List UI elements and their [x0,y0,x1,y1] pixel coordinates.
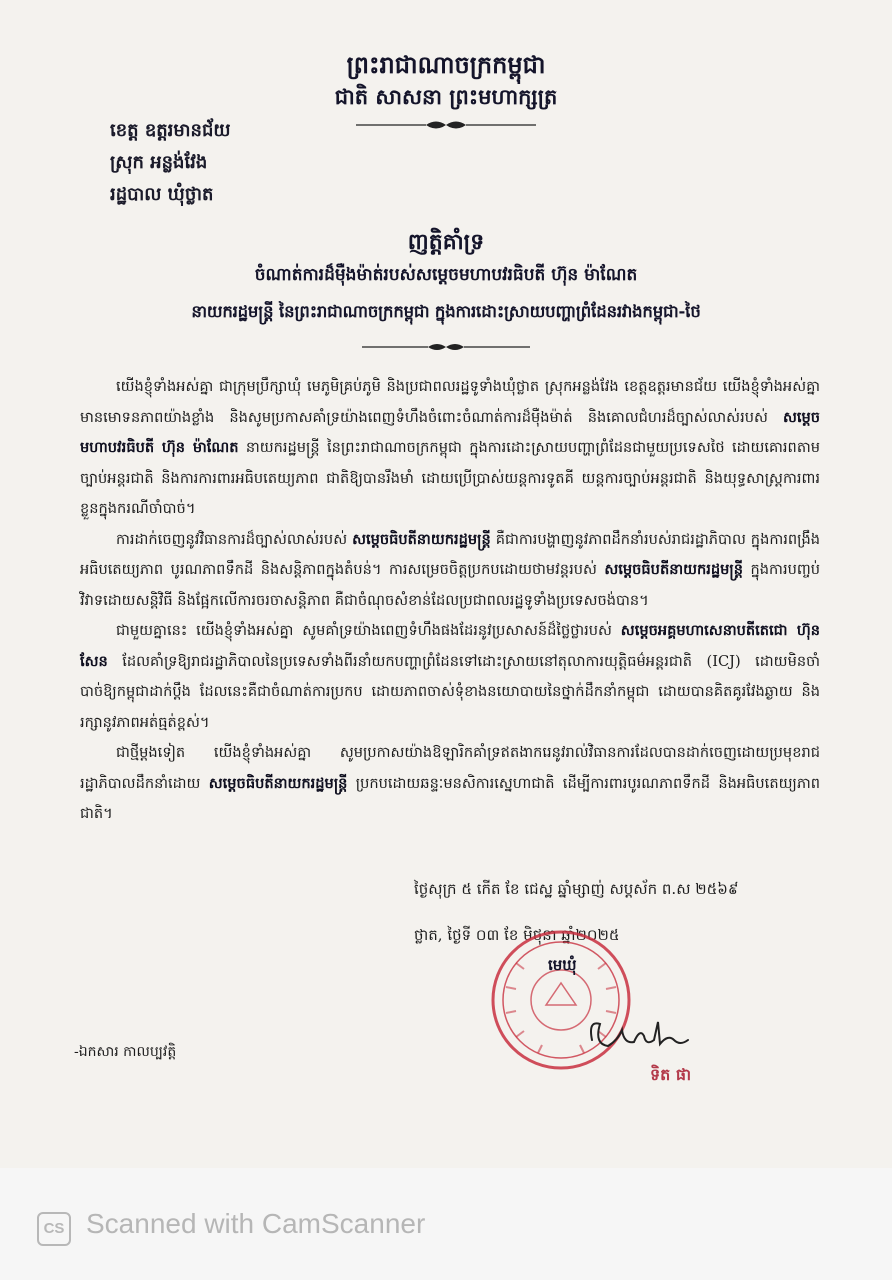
handwritten-signature-icon [584,1010,696,1054]
divider-ornament-icon [346,118,546,132]
paragraph-1: យើងខ្ញុំទាំងអស់គ្នា ជាក្រុមប្រឹក្សាឃុំ មេភូមិគ្រប់ភូមិ និងប្រជាពលរដ្ឋទូទាំងឃុំថ្លាត ស្រុកអន្លង់វែង ខេត្តឧត្តរមានជ័យ យើងខ្ញុំទាំងអស់គ្នាមានមោទនភាពយ៉ាងខ្លាំង និងសូមប្រកាសគាំទ្រយ៉ាងពេញទំហឹងចំពោះចំណាត់ការដ៏ម៉ឺងម៉ាត់ និងគោលជំហរដ៏ច្បាស់លាស់របស់ សម្តេចមហាបវរធិបតី ហ៊ុន ម៉ាណែត នាយករដ្ឋមន្ត្រី នៃព្រះរាជាណាចក្រកម្ពុជា ក្នុងការដោះស្រាយបញ្ហាព្រំដែនជាមួយប្រទេសថៃ ដោយគោរពតាមច្បាប់អន្តរជាតិ និងការការពារអធិបតេយ្យភាព ជាតិឱ្យបានរឹងមាំ ដោយប្រើប្រាស់យន្តការទូតគី យន្តការច្បាប់អន្តរជាតិ និងយុទ្ធសាស្ត្រការពារខ្លួនក្នុងករណីចាំបាច់។ [80,378,820,517]
pm-title-bold: សម្តេចធិបតីនាយករដ្ឋមន្ត្រី [352,530,491,548]
document-title: ញត្តិគាំទ្រ [407,229,485,255]
scanner-watermark [0,1168,892,1280]
senate-president-bold: សម្តេចអគ្គមហាសេនាបតីតេជោ ហ៊ុន សែន [80,622,820,670]
lunar-date: ថ្ងៃសុក្រ ៥ កើត ខែ ជេស្ឋ ឆ្នាំម្សាញ់ សប្តស័ក ព.ស ២៥៦៩ [414,880,739,898]
district-label: ស្រុក អន្លង់វែង [110,152,208,173]
pm-title-bold: សម្តេចធិបតីនាយករដ្ឋមន្ត្រី [604,561,744,578]
subtitle-line-2: នាយករដ្ឋមន្ត្រី នៃព្រះរាជាណាចក្រកម្ពុជា ក្នុងការដោះស្រាយបញ្ហាព្រំដែនរវាងកម្ពុជា-ថៃ [191,302,701,321]
paragraph-4: ជាថ្មីម្តងទៀត យើងខ្ញុំទាំងអស់គ្នា សូមប្រកាសយ៉ាងឱឡារិកគាំទ្រឥតងាករេនូវរាល់វិធានការដែលបានដាក់ចេញដោយប្រមុខរាជរដ្ឋាភិបាលដឹកនាំដោយ សម្តេចធិបតីនាយករដ្ឋមន្ត្រី ប្រកបដោយឆន្ទៈមនសិការស្នេហាជាតិ ដើម្បីការពារបូរណភាពទឹកដី និងអធិបតេយ្យភាពជាតិ។ [80,744,820,822]
solar-date: ថ្លាត, ថ្ងៃទី ០៣ ខែ មិថុនា ឆ្នាំ២០២៥ [414,926,620,944]
province-label: ខេត្ត ឧត្តរមានជ័យ [110,120,231,141]
kingdom-heading: ព្រះរាជាណាចក្រកម្ពុជា [346,50,546,79]
paragraph-2: ការដាក់ចេញនូវវិធានការដ៏ច្បាស់លាស់របស់ សម្តេចធិបតីនាយករដ្ឋមន្ត្រី គឺជាការបង្ហាញនូវភាពដឹកនាំរបស់រាជរដ្ឋាភិបាល ក្នុងការពង្រឹងអធិបតេយ្យភាព បូរណភាពទឹកដី និងសន្តិភាពក្នុងតំបន់។ ការសម្រេចចិត្តប្រកបដោយថាមវន្តរបស់ សម្តេចធិបតីនាយករដ្ឋមន្ត្រី ក្នុងការបញ្ចប់វិវាទដោយសន្តិវិធី និងផ្អែកលើការចរចាសន្តិភាព គឺជាចំណុចសំខាន់ដែលប្រជាពលរដ្ឋទូទាំងប្រទេសចង់បាន។ [80,530,821,609]
commune-label: រដ្ឋបាល ឃុំថ្លាត [110,184,214,205]
camscanner-logo: CS [37,1212,71,1246]
scanner-text: Scanned with CamScanner [86,1208,426,1239]
archive-note: -ឯកសារ កាលប្បវត្តិ [74,1044,177,1060]
signatory-name: ទិត ផា [650,1065,692,1084]
national-motto: ជាតិ សាសនា ព្រះមហាក្សត្រ [334,84,558,109]
paragraph-3: ជាមួយគ្នានេះ យើងខ្ញុំទាំងអស់គ្នា សូមគាំទ្រយ៉ាងពេញទំហឹងផងដែរនូវប្រសាសន៍ដ៏ថ្លៃថ្លារបស់ សម្តេចអគ្គមហាសេនាបតីតេជោ ហ៊ុន សែន ដែលគាំទ្រឱ្យរាជរដ្ឋាភិបាលនៃប្រទេសទាំងពីរនាំយកបញ្ហាព្រំដែនទៅដោះស្រាយនៅតុលាការយុត្តិធម៌អន្តរជាតិ (ICJ) ដោយមិនចាំបាច់ឱ្យកម្ពុជាដាក់ប្តឹង ដែលនេះគឺជាចំណាត់ការប្រកប ដោយភាពចាស់ទុំខាងនយោបាយនៃថ្នាក់ដឹកនាំកម្ពុជា ដោយបានគិតគូរវែងឆ្ងាយ និងរក្សានូវភាពអត់ធ្មត់ខ្ពស់។ [80,622,820,731]
petition-body [80,372,820,830]
chief-title: មេឃុំ [548,956,577,974]
pm-name-bold: សម្តេចមហាបវរធិបតី ហ៊ុន ម៉ាណែត [80,408,820,456]
title-ornament-icon [356,340,536,354]
pm-title-bold: សម្តេចធិបតីនាយករដ្ឋមន្ត្រី [208,774,348,792]
subtitle-line-1: ចំណាត់ការដ៏ម៉ឺងម៉ាត់របស់សម្តេចមហាបវរធិបតី ហ៊ុន ម៉ាណែត [254,265,638,285]
